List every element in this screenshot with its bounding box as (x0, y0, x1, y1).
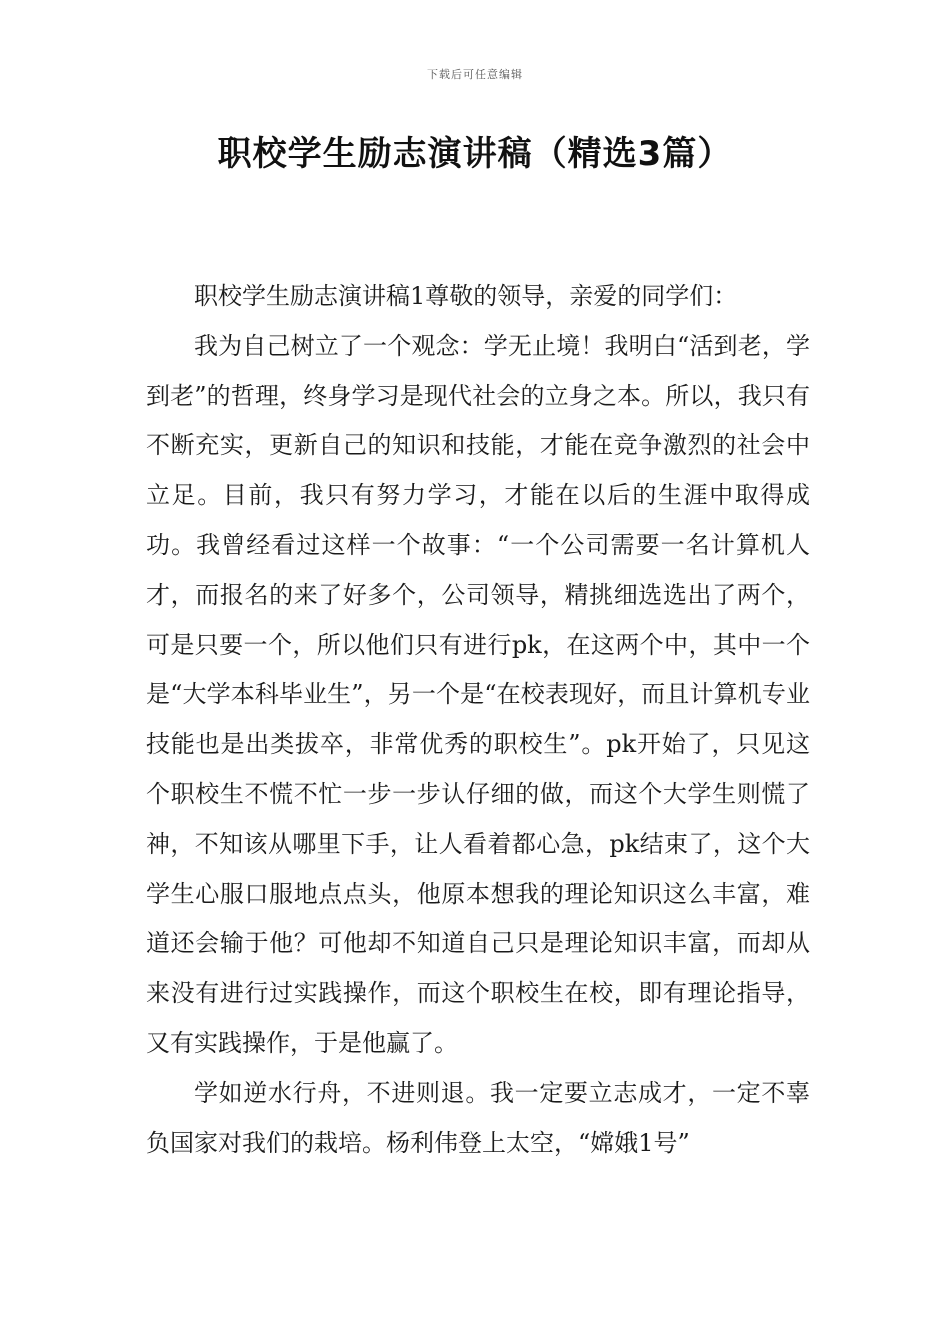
paragraph-continuation: 学如逆水行舟，不进则退。我一定要立志成才，一定不辜负国家对我们的栽培。杨利伟登上太空，“嫦娥1号” (146, 1078, 810, 1157)
paragraph-main: 我为自己树立了一个观念：学无止境！我明白“活到老，学到老”的哲理，终身学习是现代社会的立身之本。所以，我只有不断充实，更新自己的知识和技能，才能在竞争激烈的社会中立足。目前，我只有努力学习，才能在以后的生涯中取得成功。我曾经看过这样一个故事：“一个公司需要一名计算机人才，而报名的来了好多个，公司领导，精挑细选选出了两个，可是只要一个，所以他们只有进行pk，在这两个中，其中一个是“大学本科毕业生”，另一个是“在校表现好，而且计算机专业技能也是出类拔卒，非常优秀的职校生”。pk开始了，只见这个职校生不慌不忙一步一步认仔细的做，而这个大学生则慌了神，不知该从哪里下手，让人看着都心急，pk结束了，这个大学生心服口服地点点头，他原本想我的理论知识这么丰富，难道还会输于他？可他却不知道自己只是理论知识丰富，而却从来没有进行过实践操作，而这个职校生在校，即有理论指导，又有实践操作，于是他赢了。 (146, 331, 810, 1057)
document-title: 职校学生励志演讲稿（精选3篇） (217, 134, 733, 174)
paragraph-greeting: 职校学生励志演讲稿1尊敬的领导，亲爱的同学们： (194, 282, 738, 310)
document-body (146, 272, 810, 1168)
header-note: 下载后可任意编辑 (427, 68, 523, 81)
